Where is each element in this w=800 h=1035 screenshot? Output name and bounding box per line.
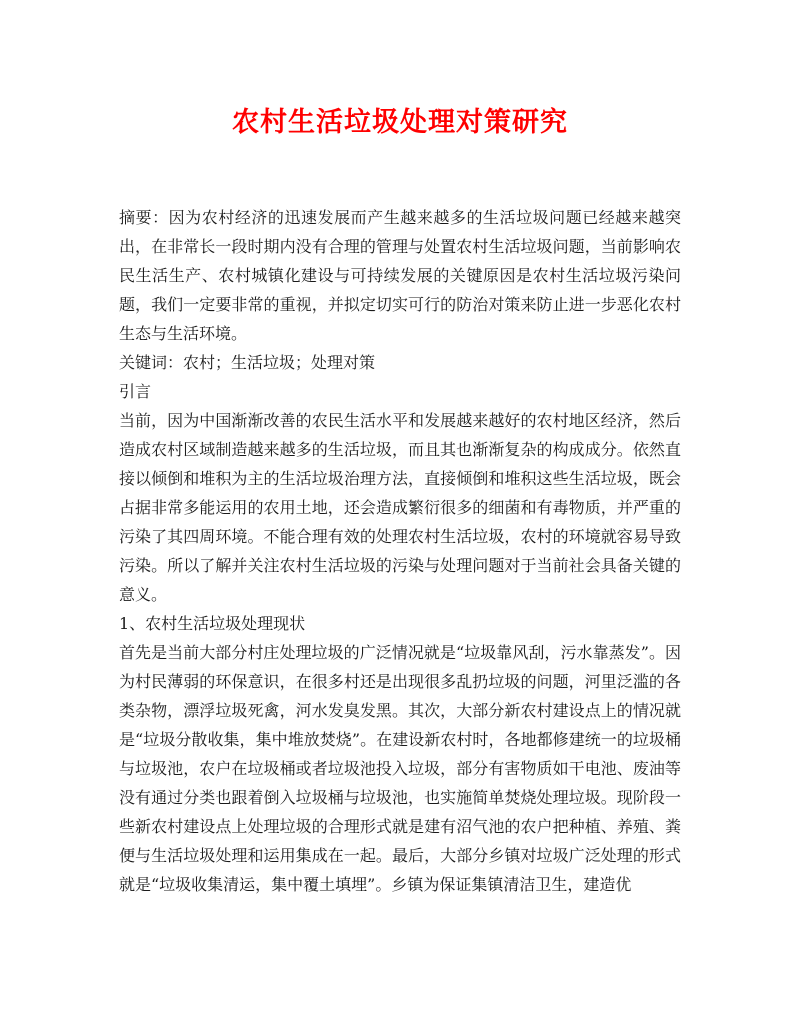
- section-1-paragraph: 首先是当前大部分村庄处理垃圾的广泛情况就是“垃圾靠风刮，污水靠蒸发”。因为村民薄弱的环保意识，在很多村还是出现很多乱扔垃圾的问题，河里泛滥的各类杂物，漂浮垃圾死禽，河水发臭发黑。其次，大部分新农村建设点上的情况就是“垃圾分散收集，集中堆放焚烧”。在建设新农村时，各地都修建统一的垃圾桶与垃圾池，农户在垃圾桶或者垃圾池投入垃圾，部分有害物质如干电池、废油等没有通过分类也跟着倒入垃圾桶与垃圾池，也实施简单焚烧处理垃圾。现阶段一些新农村建设点上处理垃圾的合理形式就是建有沼气池的农户把种植、养殖、粪便与生活垃圾处理和运用集成在一起。最后，大部分乡镇对垃圾广泛处理的形式就是“垃圾收集清运，集中覆土填埋”。乡镇为保证集镇清洁卫生，建造优: [119, 643, 681, 894]
- document-title: 农村生活垃圾处理对策研究: [232, 107, 568, 138]
- intro-heading: 引言: [119, 382, 152, 401]
- abstract-paragraph: 摘要：因为农村经济的迅速发展而产生越来越多的生活垃圾问题已经越来越突出，在非常长一段时期内没有合理的管理与处置农村生活垃圾问题，当前影响农民生活生产、农村城镇化建设与可持续发展的关键原因是农村生活垃圾污染问题，我们一定要非常的重视，并拟定切实可行的防治对策来防止进一步恶化农村生态与生活环境。: [119, 208, 681, 343]
- section-1-heading: 1、农村生活垃圾处理现状: [119, 614, 306, 633]
- intro-paragraph: 当前，因为中国渐渐改善的农民生活水平和发展越来越好的农村地区经济，然后造成农村区域制造越来越多的生活垃圾，而且其也渐渐复杂的构成成分。依然直接以倾倒和堆积为主的生活垃圾治理方法，直接倾倒和堆积这些生活垃圾，既会占据非常多能运用的农用土地，还会造成繁衍很多的细菌和有毒物质，并严重的污染了其四周环境。不能合理有效的处理农村生活垃圾，农村的环境就容易导致污染。所以了解并关注农村生活垃圾的污染与处理问题对于当前社会具备关键的意义。: [119, 411, 681, 604]
- document-body: [119, 203, 681, 899]
- keywords-line: 关键词：农村；生活垃圾；处理对策: [119, 353, 376, 372]
